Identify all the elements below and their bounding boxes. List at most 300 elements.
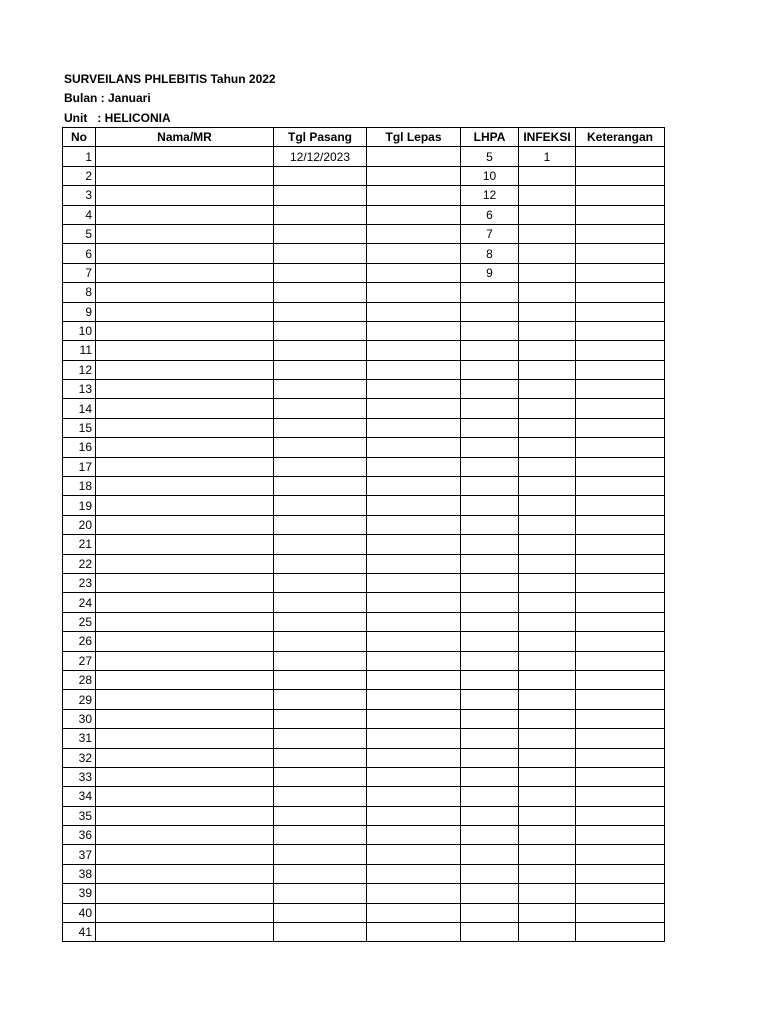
cell-no: 7: [63, 263, 96, 282]
cell-nama-mr: [96, 748, 274, 767]
cell-nama-mr: [96, 767, 274, 786]
cell-tgl-lepas: [367, 477, 461, 496]
cell-nama-mr: [96, 845, 274, 864]
cell-tgl-pasang: [274, 554, 367, 573]
cell-tgl-lepas: [367, 864, 461, 883]
cell-tgl-lepas: [367, 690, 461, 709]
cell-tgl-lepas: [367, 457, 461, 476]
cell-lhpa: [461, 767, 519, 786]
cell-tgl-pasang: [274, 535, 367, 554]
cell-nama-mr: [96, 283, 274, 302]
cell-tgl-lepas: [367, 923, 461, 942]
cell-lhpa: [461, 535, 519, 554]
document-header: [64, 70, 276, 128]
cell-nama-mr: [96, 826, 274, 845]
cell-nama-mr: [96, 593, 274, 612]
cell-lhpa: [461, 380, 519, 399]
cell-infeksi: [519, 845, 576, 864]
cell-infeksi: [519, 593, 576, 612]
cell-infeksi: [519, 535, 576, 554]
cell-keterangan: [576, 438, 665, 457]
cell-tgl-pasang: [274, 496, 367, 515]
cell-lhpa: 6: [461, 205, 519, 224]
table-row: [63, 457, 665, 476]
cell-tgl-lepas: [367, 321, 461, 340]
cell-infeksi: [519, 399, 576, 418]
cell-nama-mr: [96, 224, 274, 243]
unit-line: Unit : HELICONIA: [64, 110, 171, 125]
column-header-tgl-lepas: Tgl Lepas: [367, 128, 461, 147]
cell-tgl-pasang: [274, 263, 367, 282]
cell-no: 20: [63, 515, 96, 534]
cell-keterangan: [576, 418, 665, 437]
cell-nama-mr: [96, 632, 274, 651]
cell-keterangan: [576, 651, 665, 670]
cell-nama-mr: [96, 670, 274, 689]
cell-no: 23: [63, 573, 96, 592]
cell-tgl-pasang: [274, 864, 367, 883]
cell-infeksi: [519, 477, 576, 496]
cell-tgl-lepas: [367, 845, 461, 864]
cell-tgl-lepas: [367, 651, 461, 670]
table-row: [63, 573, 665, 592]
table-row: [63, 147, 665, 166]
cell-nama-mr: [96, 399, 274, 418]
table-row: [63, 729, 665, 748]
table-row: [63, 341, 665, 360]
table-row: [63, 360, 665, 379]
cell-nama-mr: [96, 380, 274, 399]
cell-infeksi: [519, 573, 576, 592]
cell-no: 40: [63, 903, 96, 922]
cell-lhpa: [461, 612, 519, 631]
table-row: [63, 806, 665, 825]
cell-tgl-pasang: [274, 166, 367, 185]
cell-lhpa: 12: [461, 186, 519, 205]
cell-keterangan: [576, 263, 665, 282]
cell-tgl-pasang: [274, 360, 367, 379]
cell-infeksi: [519, 380, 576, 399]
cell-keterangan: [576, 767, 665, 786]
cell-keterangan: [576, 360, 665, 379]
table-row: [63, 438, 665, 457]
table-row: [63, 380, 665, 399]
cell-lhpa: [461, 593, 519, 612]
cell-nama-mr: [96, 806, 274, 825]
cell-tgl-pasang: [274, 186, 367, 205]
cell-keterangan: [576, 670, 665, 689]
cell-lhpa: 10: [461, 166, 519, 185]
cell-tgl-pasang: [274, 224, 367, 243]
cell-tgl-lepas: [367, 263, 461, 282]
cell-nama-mr: [96, 205, 274, 224]
cell-keterangan: [576, 903, 665, 922]
cell-tgl-pasang: [274, 670, 367, 689]
cell-lhpa: [461, 477, 519, 496]
cell-tgl-lepas: [367, 632, 461, 651]
cell-lhpa: [461, 341, 519, 360]
cell-no: 11: [63, 341, 96, 360]
cell-nama-mr: [96, 515, 274, 534]
cell-keterangan: [576, 884, 665, 903]
cell-infeksi: [519, 748, 576, 767]
table-row: [63, 302, 665, 321]
cell-no: 18: [63, 477, 96, 496]
cell-lhpa: [461, 923, 519, 942]
cell-infeksi: [519, 418, 576, 437]
cell-no: 21: [63, 535, 96, 554]
column-header-lhpa: LHPA: [461, 128, 519, 147]
cell-keterangan: [576, 244, 665, 263]
month-line: Bulan : Januari: [64, 91, 151, 106]
cell-tgl-pasang: [274, 845, 367, 864]
cell-lhpa: [461, 632, 519, 651]
cell-keterangan: [576, 729, 665, 748]
table-row: [63, 903, 665, 922]
cell-tgl-lepas: [367, 670, 461, 689]
cell-infeksi: [519, 515, 576, 534]
cell-nama-mr: [96, 612, 274, 631]
cell-nama-mr: [96, 477, 274, 496]
cell-lhpa: [461, 864, 519, 883]
cell-lhpa: [461, 690, 519, 709]
cell-keterangan: [576, 806, 665, 825]
cell-keterangan: [576, 709, 665, 728]
cell-infeksi: [519, 903, 576, 922]
cell-tgl-pasang: [274, 515, 367, 534]
table-row: [63, 283, 665, 302]
cell-infeksi: [519, 554, 576, 573]
cell-tgl-lepas: [367, 787, 461, 806]
cell-lhpa: 9: [461, 263, 519, 282]
cell-keterangan: [576, 612, 665, 631]
cell-infeksi: [519, 864, 576, 883]
cell-keterangan: [576, 283, 665, 302]
cell-infeksi: [519, 729, 576, 748]
cell-tgl-pasang: [274, 321, 367, 340]
cell-lhpa: [461, 748, 519, 767]
cell-tgl-pasang: [274, 205, 367, 224]
cell-tgl-pasang: [274, 690, 367, 709]
cell-no: 32: [63, 748, 96, 767]
document-title: SURVEILANS PHLEBITIS Tahun 2022: [64, 72, 276, 86]
column-header-tgl-pasang: Tgl Pasang: [274, 128, 367, 147]
cell-keterangan: [576, 147, 665, 166]
cell-no: 4: [63, 205, 96, 224]
cell-tgl-pasang: [274, 283, 367, 302]
cell-tgl-pasang: [274, 748, 367, 767]
cell-no: 35: [63, 806, 96, 825]
cell-tgl-lepas: [367, 573, 461, 592]
cell-keterangan: [576, 477, 665, 496]
table-row: [63, 923, 665, 942]
cell-tgl-pasang: [274, 302, 367, 321]
table-row: [63, 593, 665, 612]
cell-keterangan: [576, 864, 665, 883]
cell-infeksi: [519, 244, 576, 263]
cell-lhpa: [461, 457, 519, 476]
table-row: [63, 477, 665, 496]
cell-no: 26: [63, 632, 96, 651]
cell-infeksi: [519, 612, 576, 631]
cell-nama-mr: [96, 903, 274, 922]
cell-tgl-pasang: [274, 341, 367, 360]
cell-tgl-lepas: [367, 806, 461, 825]
cell-keterangan: [576, 457, 665, 476]
table-row: [63, 554, 665, 573]
cell-tgl-lepas: [367, 729, 461, 748]
cell-no: 37: [63, 845, 96, 864]
surveillance-table: [62, 127, 665, 942]
cell-nama-mr: [96, 923, 274, 942]
cell-keterangan: [576, 515, 665, 534]
cell-infeksi: [519, 438, 576, 457]
cell-tgl-lepas: [367, 380, 461, 399]
table-row: [63, 651, 665, 670]
cell-lhpa: [461, 418, 519, 437]
cell-tgl-lepas: [367, 748, 461, 767]
cell-tgl-lepas: [367, 438, 461, 457]
cell-no: 19: [63, 496, 96, 515]
cell-tgl-lepas: [367, 515, 461, 534]
cell-tgl-lepas: [367, 593, 461, 612]
cell-lhpa: [461, 302, 519, 321]
cell-tgl-lepas: [367, 418, 461, 437]
cell-lhpa: [461, 496, 519, 515]
cell-no: 24: [63, 593, 96, 612]
table-row: [63, 884, 665, 903]
table-row: [63, 690, 665, 709]
cell-tgl-lepas: [367, 767, 461, 786]
cell-lhpa: [461, 573, 519, 592]
cell-infeksi: [519, 321, 576, 340]
cell-keterangan: [576, 186, 665, 205]
cell-tgl-lepas: [367, 302, 461, 321]
cell-keterangan: [576, 380, 665, 399]
cell-infeksi: [519, 787, 576, 806]
cell-tgl-lepas: [367, 244, 461, 263]
table-row: [63, 244, 665, 263]
cell-lhpa: 8: [461, 244, 519, 263]
cell-infeksi: [519, 224, 576, 243]
cell-tgl-pasang: [274, 380, 367, 399]
table-row: [63, 515, 665, 534]
cell-keterangan: [576, 399, 665, 418]
cell-infeksi: [519, 690, 576, 709]
cell-infeksi: [519, 826, 576, 845]
cell-nama-mr: [96, 884, 274, 903]
cell-tgl-pasang: [274, 729, 367, 748]
cell-tgl-lepas: [367, 709, 461, 728]
cell-lhpa: [461, 670, 519, 689]
cell-no: 33: [63, 767, 96, 786]
cell-tgl-pasang: [274, 477, 367, 496]
cell-tgl-pasang: [274, 923, 367, 942]
table-header-row: [63, 128, 665, 147]
cell-no: 30: [63, 709, 96, 728]
cell-lhpa: [461, 360, 519, 379]
cell-tgl-pasang: [274, 651, 367, 670]
column-header-nama-mr: Nama/MR: [96, 128, 274, 147]
cell-no: 3: [63, 186, 96, 205]
cell-no: 25: [63, 612, 96, 631]
cell-no: 16: [63, 438, 96, 457]
cell-keterangan: [576, 224, 665, 243]
cell-infeksi: [519, 302, 576, 321]
cell-nama-mr: [96, 147, 274, 166]
cell-lhpa: [461, 845, 519, 864]
table-row: [63, 186, 665, 205]
cell-nama-mr: [96, 244, 274, 263]
table-row: [63, 224, 665, 243]
cell-tgl-pasang: [274, 787, 367, 806]
cell-no: 15: [63, 418, 96, 437]
cell-keterangan: [576, 593, 665, 612]
cell-nama-mr: [96, 729, 274, 748]
cell-nama-mr: [96, 496, 274, 515]
cell-tgl-pasang: [274, 418, 367, 437]
cell-tgl-lepas: [367, 826, 461, 845]
cell-no: 27: [63, 651, 96, 670]
cell-infeksi: [519, 709, 576, 728]
cell-nama-mr: [96, 321, 274, 340]
table-row: [63, 612, 665, 631]
table-row: [63, 670, 665, 689]
cell-infeksi: [519, 283, 576, 302]
cell-lhpa: [461, 399, 519, 418]
cell-infeksi: [519, 651, 576, 670]
column-header-no: No: [63, 128, 96, 147]
cell-lhpa: [461, 884, 519, 903]
cell-tgl-lepas: [367, 341, 461, 360]
cell-infeksi: [519, 670, 576, 689]
table-row: [63, 205, 665, 224]
cell-tgl-pasang: [274, 244, 367, 263]
cell-nama-mr: [96, 787, 274, 806]
cell-nama-mr: [96, 302, 274, 321]
cell-nama-mr: [96, 166, 274, 185]
table-row: [63, 632, 665, 651]
cell-nama-mr: [96, 709, 274, 728]
cell-no: 29: [63, 690, 96, 709]
cell-infeksi: [519, 186, 576, 205]
cell-tgl-lepas: [367, 283, 461, 302]
cell-keterangan: [576, 496, 665, 515]
cell-infeksi: [519, 457, 576, 476]
cell-no: 10: [63, 321, 96, 340]
cell-tgl-pasang: [274, 593, 367, 612]
cell-keterangan: [576, 845, 665, 864]
cell-nama-mr: [96, 418, 274, 437]
cell-no: 13: [63, 380, 96, 399]
table-row: [63, 166, 665, 185]
table-row: [63, 767, 665, 786]
cell-no: 28: [63, 670, 96, 689]
cell-tgl-lepas: [367, 205, 461, 224]
cell-keterangan: [576, 205, 665, 224]
table-row: [63, 709, 665, 728]
cell-no: 34: [63, 787, 96, 806]
cell-tgl-pasang: [274, 767, 367, 786]
cell-tgl-pasang: [274, 399, 367, 418]
cell-infeksi: [519, 632, 576, 651]
cell-tgl-pasang: [274, 903, 367, 922]
cell-no: 5: [63, 224, 96, 243]
cell-no: 2: [63, 166, 96, 185]
cell-infeksi: [519, 360, 576, 379]
cell-lhpa: [461, 826, 519, 845]
cell-no: 38: [63, 864, 96, 883]
cell-tgl-pasang: [274, 438, 367, 457]
cell-keterangan: [576, 787, 665, 806]
cell-tgl-lepas: [367, 884, 461, 903]
cell-no: 9: [63, 302, 96, 321]
table-row: [63, 399, 665, 418]
cell-no: 39: [63, 884, 96, 903]
cell-nama-mr: [96, 263, 274, 282]
cell-tgl-lepas: [367, 496, 461, 515]
cell-tgl-lepas: [367, 224, 461, 243]
cell-no: 22: [63, 554, 96, 573]
table-row: [63, 748, 665, 767]
cell-tgl-lepas: [367, 399, 461, 418]
cell-no: 8: [63, 283, 96, 302]
cell-lhpa: [461, 709, 519, 728]
cell-tgl-pasang: [274, 826, 367, 845]
cell-infeksi: [519, 806, 576, 825]
cell-nama-mr: [96, 457, 274, 476]
cell-tgl-lepas: [367, 147, 461, 166]
table-body: [63, 147, 665, 942]
cell-infeksi: [519, 263, 576, 282]
cell-no: 12: [63, 360, 96, 379]
cell-keterangan: [576, 632, 665, 651]
cell-keterangan: [576, 535, 665, 554]
table-row: [63, 535, 665, 554]
cell-infeksi: 1: [519, 147, 576, 166]
cell-infeksi: [519, 341, 576, 360]
cell-nama-mr: [96, 535, 274, 554]
cell-lhpa: [461, 438, 519, 457]
cell-nama-mr: [96, 554, 274, 573]
cell-no: 14: [63, 399, 96, 418]
cell-keterangan: [576, 166, 665, 185]
cell-tgl-pasang: [274, 612, 367, 631]
table-row: [63, 321, 665, 340]
cell-lhpa: 5: [461, 147, 519, 166]
cell-keterangan: [576, 748, 665, 767]
cell-tgl-lepas: [367, 186, 461, 205]
column-header-keterangan: Keterangan: [576, 128, 665, 147]
cell-infeksi: [519, 923, 576, 942]
table-row: [63, 826, 665, 845]
cell-tgl-lepas: [367, 360, 461, 379]
cell-tgl-pasang: [274, 457, 367, 476]
cell-keterangan: [576, 554, 665, 573]
table-row: [63, 418, 665, 437]
cell-tgl-lepas: [367, 612, 461, 631]
cell-infeksi: [519, 767, 576, 786]
cell-tgl-pasang: 12/12/2023: [274, 147, 367, 166]
cell-lhpa: [461, 729, 519, 748]
cell-nama-mr: [96, 864, 274, 883]
cell-tgl-pasang: [274, 806, 367, 825]
cell-infeksi: [519, 884, 576, 903]
cell-lhpa: [461, 806, 519, 825]
cell-tgl-pasang: [274, 709, 367, 728]
cell-keterangan: [576, 341, 665, 360]
cell-no: 6: [63, 244, 96, 263]
